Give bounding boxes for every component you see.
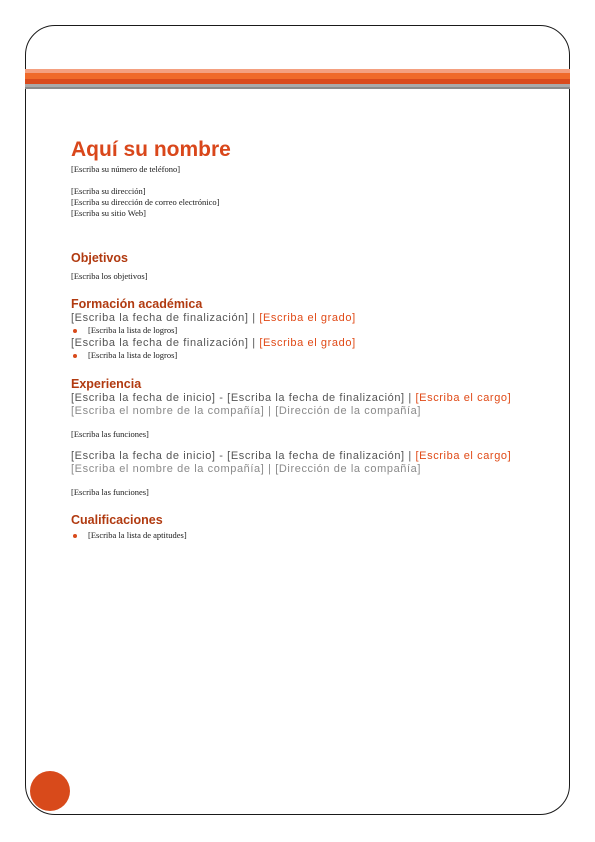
education-date: [Escriba la fecha de finalización] bbox=[71, 337, 249, 349]
email-text: [Escriba su dirección de correo electrónico] bbox=[71, 197, 220, 207]
separator: | bbox=[252, 337, 256, 349]
experience-company-line bbox=[71, 463, 531, 476]
experience-company-line bbox=[71, 405, 531, 418]
company-name: [Escriba el nombre de la compañía] bbox=[71, 463, 265, 475]
list-item bbox=[71, 530, 531, 541]
list-item bbox=[71, 350, 531, 361]
separator: | bbox=[408, 450, 412, 462]
education-date: [Escriba la fecha de finalización] bbox=[71, 312, 249, 324]
company-name: [Escriba el nombre de la compañía] bbox=[71, 405, 265, 417]
objectives-text: [Escriba los objetivos] bbox=[71, 271, 148, 281]
experience-role: [Escriba el cargo] bbox=[415, 450, 512, 462]
education-title: Formación académica bbox=[71, 297, 203, 311]
resume-name: Aquí su nombre bbox=[71, 138, 231, 161]
separator: | bbox=[268, 405, 272, 417]
experience-entry-line bbox=[71, 392, 531, 405]
company-address: [Dirección de la compañía] bbox=[275, 405, 422, 417]
address-text: [Escriba su dirección] bbox=[71, 186, 146, 196]
bullet-icon bbox=[73, 354, 77, 358]
bullet-icon bbox=[73, 329, 77, 333]
education-degree: [Escriba el grado] bbox=[259, 312, 356, 324]
objectives-title: Objetivos bbox=[71, 251, 128, 265]
experience-dates: [Escriba la fecha de inicio] - [Escriba la fecha de finalización] bbox=[71, 450, 405, 462]
duties-text: [Escriba las funciones] bbox=[71, 429, 149, 439]
phone-text: [Escriba su número de teléfono] bbox=[71, 164, 181, 174]
qualifications-title: Cualificaciones bbox=[71, 513, 163, 527]
skills-text: [Escriba la lista de aptitudes] bbox=[88, 530, 187, 540]
website-text: [Escriba su sitio Web] bbox=[71, 208, 146, 218]
list-item bbox=[71, 325, 531, 336]
bullet-icon bbox=[73, 534, 77, 538]
education-entry-line bbox=[71, 312, 531, 325]
separator: | bbox=[268, 463, 272, 475]
decorative-circle bbox=[30, 771, 70, 811]
header-stripe bbox=[25, 87, 570, 89]
education-entry-line bbox=[71, 337, 531, 350]
resume-content bbox=[71, 136, 531, 541]
duties-text: [Escriba las funciones] bbox=[71, 487, 149, 497]
achievements-text: [Escriba la lista de logros] bbox=[88, 350, 178, 360]
achievements-text: [Escriba la lista de logros] bbox=[88, 325, 178, 335]
experience-title: Experiencia bbox=[71, 377, 142, 391]
separator: | bbox=[252, 312, 256, 324]
separator: | bbox=[408, 392, 412, 404]
experience-role: [Escriba el cargo] bbox=[415, 392, 512, 404]
experience-entry-line bbox=[71, 450, 531, 463]
education-degree: [Escriba el grado] bbox=[259, 337, 356, 349]
company-address: [Dirección de la compañía] bbox=[275, 463, 422, 475]
experience-dates: [Escriba la fecha de inicio] - [Escriba la fecha de finalización] bbox=[71, 392, 405, 404]
